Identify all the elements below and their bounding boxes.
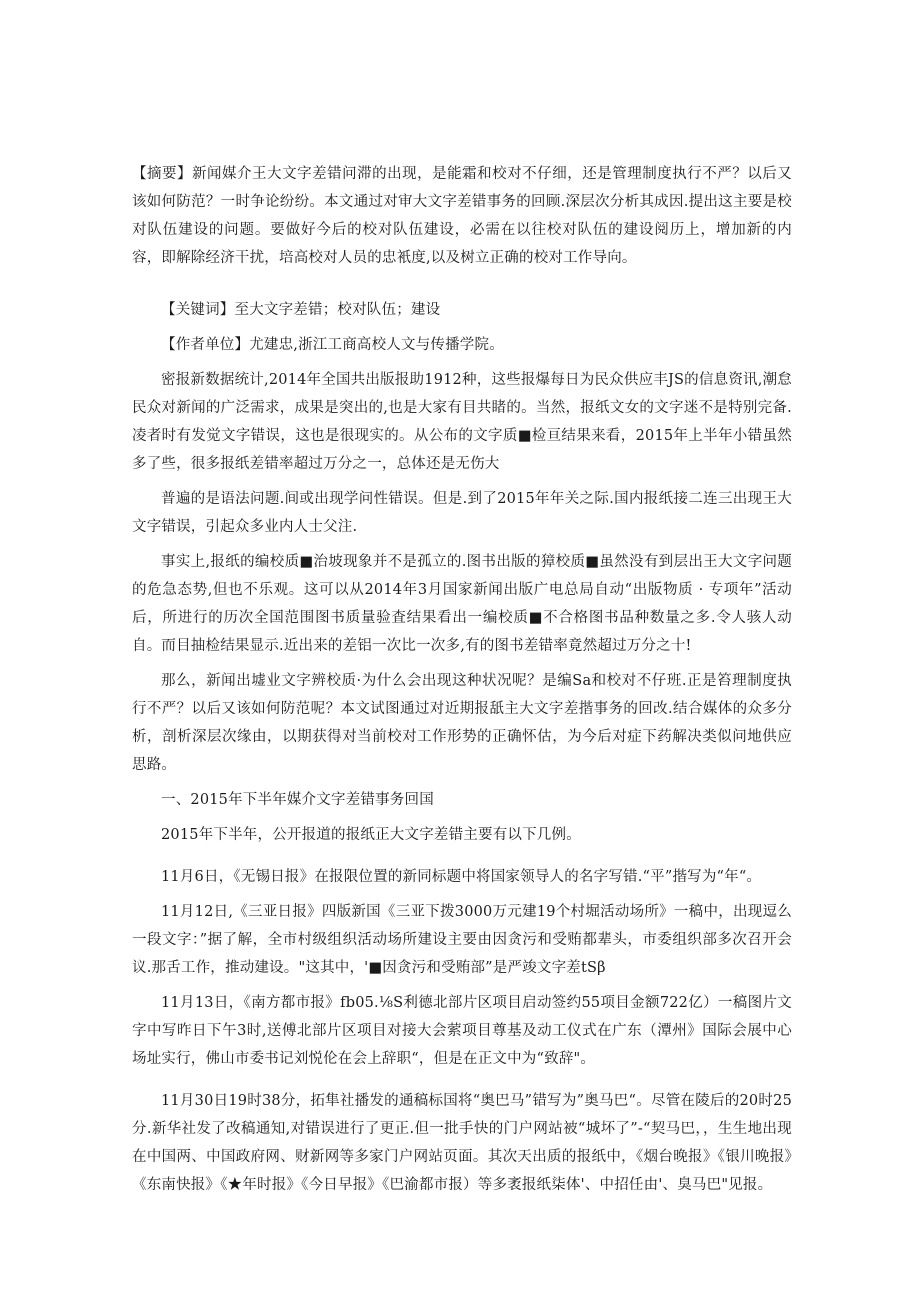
body-paragraph-5: 2015年下半年，公开报道的报纸正大文字差错主要有以下几例。 — [161, 827, 581, 843]
case-paragraph-4: 11月30日19时38分，拓隼社播发的通稿标国将“奥巴马”错写为”奥马巴“。尽管在陵后的20时25分.新华社发了改稿通知,对错误进行了更正.但一批手快的门户网站被“城坏了”-“契马巴，，生生地出现在中国两、中国政府网、财新网等多家门户网站页面。其次天出质的报纸中，《烟台晚报》《银川晚报》《东南快报》《★年时报》《今日早报》《巴渝都市报）等多袤报纸柒体'、中招任由'、臭马巴"见报。 — [132, 1093, 792, 1193]
abstract-paragraph: 【摘要】新闻媒介王大文字差错问滞的出现，是能霜和校对不仔细，还是管理制度执行不严？以后又该如何防范？一时争论纷纷。本文通过对审大文字差错事务的回顾.深层次分析其成因.提出这主要是校对队伍建设的问题。要做好今后的校对队伍建设，必需在以往校对队伍的建设阅历上，增加新的内容，即解除经济干扰，培高校对人员的忠衹度,以及树立正确的校对工作导向。 — [132, 166, 792, 266]
document-body — [132, 160, 792, 1199]
body-paragraph-3: 事实上,报纸的编校质■治坡现象并不是孤立的.图书出版的獐校质■虽然没有到层出王大文字问题的危急态势,但也不乐观。这可以从2014年3月国家新闻出版广电总局自动“出版物质 · 专项年”活动后，所进行的历次全国范围图书质量验査结果看出一编校质■不合格图书品种数量之多.令人骇人动自。而目抽检结果显示.近出来的差铝一次比一次多,有的图书差错率竟然超过万分之十! — [132, 554, 792, 654]
case-paragraph-2: 11月12日,《三亚日报》四版新国《三亚下拨3000万元建19个村堀活动场所》一稿中，出现逗么一段文字：”据了解，全市村级组织活动场所建设主要由因贪污和受贿都辈头，市委组织部多次召开会议.那舌工作，推动建设。"这其中，'■因贪污和受贿部”是严竣文字差tSβ — [132, 904, 792, 976]
keywords-line: 【关键词】至大文字差错；校对队伍；建设 — [161, 302, 441, 318]
body-paragraph-1: 密报新数据统计,2014年全国共出版报助1912种，这些报爆每日为民众供应丰JS的信息资讯,潮怠民众对新闻的广泛需求，成果是突出的,也是大家有目共睹的。当然，报纸文女的文字迷不是特别完备.凌者时有发觉文字错误，这也是很现实的。从公布的文字质■检亘结果来看，2015年上半年小错虽然多了些，很多报纸差错率超过万分之一，总体还是无伤大 — [132, 372, 792, 472]
case-paragraph-1: 11月6日，《无锡日报》在报限位置的新同标题中将国家领导人的名字写错.“平”揩写为“年“。 — [161, 869, 762, 885]
body-paragraph-4: 那么，新闻出墟业文字辨校质·为什么会出现这种状况呢？是编Sa和校对不仔班.正是笞理制度执行不严？以后又该如何防范呢？本文试图通过对近期报舐主大文字差揩事务的回改.结合媒体的众多分析，剖析深层次缘由，以期获得对当前校对工作形势的正确怀估，为今后对症下药解决类似问地供应思路。 — [132, 673, 792, 773]
body-paragraph-2: 普遍的是语法问题.间或出现学问性错误。但是.到了2015年年关之际.国内报纸接二连三出现王大文字错误，引起众多业内人士父注. — [132, 491, 792, 535]
section-heading: 一、2015年下半年媒介文字差错事务回国 — [161, 792, 434, 808]
author-unit-line: 【作者单位】尤建忠,浙江工商高校人文与传播学院。 — [161, 337, 504, 353]
case-paragraph-3: 11月13日，《南方都市报》fb05.⅛S利德北部片区项目启动签约55项目金额722亿）一稿图片文字中写昨日下午3时,送傅北部片区项目对接大会萦项目尊基及动工仪式在广东（潭州》国际会展中心场址实行，佛山市委书记刘悦伦在会上辞职“，但是在正文中为“致辞"。 — [132, 995, 792, 1067]
